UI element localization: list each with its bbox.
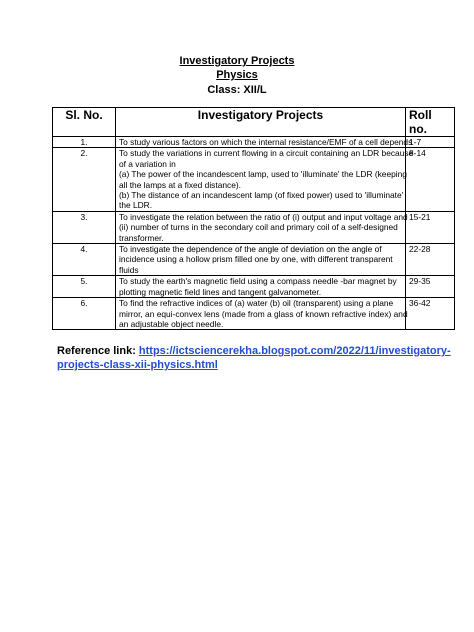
description-line: mirror, an equi-convex lens (made from a glass of known refractive index) and xyxy=(119,308,408,319)
description-line: incidence using a hollow prism filled one by one, with different transparent xyxy=(119,254,393,265)
row-sl-no: 5. xyxy=(53,276,116,298)
row-project-description xyxy=(116,148,414,211)
table-row xyxy=(53,137,455,148)
description-line: (ii) number of turns in the secondary coil and primary coil of a self-designed xyxy=(119,222,398,233)
reference-label: Reference link: xyxy=(57,345,139,357)
description-line: an adjustable object needle. xyxy=(119,318,224,329)
table-header-row xyxy=(53,108,455,137)
table-row xyxy=(53,148,455,211)
table-row xyxy=(53,244,455,276)
row-sl-no: 6. xyxy=(53,298,116,330)
row-sl-no: 2. xyxy=(53,148,116,211)
header-sl-no: Sl. No. xyxy=(53,108,116,137)
row-sl-no: 4. xyxy=(53,244,116,276)
description-line: the LDR. xyxy=(119,200,153,211)
row-project-description xyxy=(116,298,406,330)
document-class: Class: XII/L xyxy=(207,84,267,96)
description-line: plotting magnetic field lines and tangent galvanometer. xyxy=(119,286,322,297)
row-project-description xyxy=(116,137,413,148)
row-roll-no: 36-42 xyxy=(406,298,455,330)
description-line: (b) The distance of an incandescent lamp (of fixed power) used to 'illuminate' xyxy=(119,190,404,201)
description-line: To study the earth's magnetic field using a compass needle -bar magnet by xyxy=(119,276,397,287)
row-roll-no: 22-28 xyxy=(406,244,455,276)
document-subject: Physics xyxy=(216,69,258,81)
document-title: Investigatory Projects xyxy=(179,55,295,67)
row-roll-no: 15-21 xyxy=(406,211,455,243)
description-line: To study various factors on which the internal resistance/EMF of a cell depends xyxy=(119,137,413,147)
reference-url-line-1: https://ictsciencerekha.blogspot.com/2022/11/investigatory- xyxy=(138,345,451,357)
description-line: all the lamps at a fixed distance). xyxy=(119,179,241,190)
description-line: (a) The power of the incandescent lamp, used to 'illuminate' the LDR (keeping xyxy=(119,169,407,180)
table-row xyxy=(53,211,455,243)
row-sl-no: 3. xyxy=(53,211,116,243)
header-projects: Investigatory Projects xyxy=(116,108,406,137)
description-line: To investigate the dependence of the angle of deviation on the angle of xyxy=(119,244,382,255)
header-roll-no: Roll no. xyxy=(406,108,455,137)
table-row xyxy=(53,298,455,330)
row-roll-no: 8-14 xyxy=(406,148,455,211)
row-roll-no: 29-35 xyxy=(406,276,455,298)
description-line: transformer. xyxy=(119,232,164,243)
reference-block xyxy=(57,344,457,372)
description-line: fluids xyxy=(119,264,139,275)
table-body xyxy=(53,137,455,330)
description-line: of a variation in xyxy=(119,158,176,169)
table-row xyxy=(53,276,455,298)
row-roll-no: 1-7 xyxy=(406,137,455,148)
description-line: To find the refractive indices of (a) water (b) oil (transparent) using a plane xyxy=(119,298,394,309)
projects-table xyxy=(52,107,455,330)
row-project-description xyxy=(116,244,406,276)
row-project-description xyxy=(116,211,406,243)
description-line: To study the variations in current flowing in a circuit containing an LDR because xyxy=(119,148,414,159)
row-sl-no: 1. xyxy=(53,137,116,148)
reference-url-line-2: projects-class-xii-physics.html xyxy=(57,359,218,371)
row-project-description xyxy=(116,276,406,298)
description-line: To investigate the relation between the ratio of (i) output and input voltage and xyxy=(119,211,408,222)
